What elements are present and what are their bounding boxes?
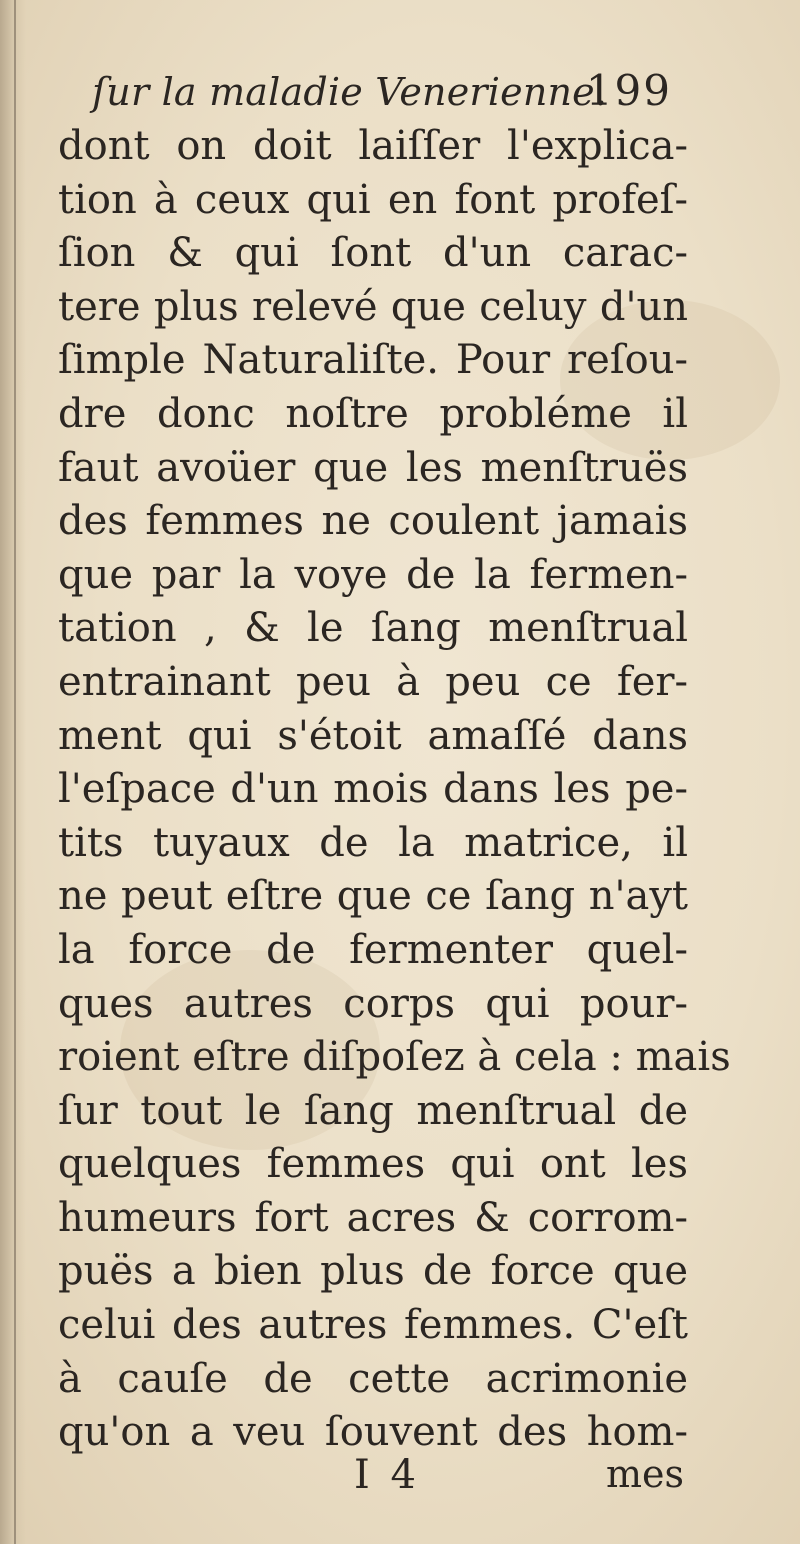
text-line: tere plus relevé que celuy d'un: [58, 283, 688, 330]
text-line: roient eſtre diſpoſez à cela : mais: [58, 1034, 731, 1081]
text-line: dre donc noſtre probléme il: [58, 390, 688, 437]
text-line: dont on doit laiſſer l'explica-: [58, 123, 688, 169]
running-head-title: ſur la maladie Venerienne.: [92, 70, 608, 114]
text-line: ſimple Naturaliſte. Pour reſou-: [58, 337, 688, 384]
catchword: mes: [606, 1452, 685, 1496]
text-line: celui des autres femmes. C'eſt: [58, 1302, 688, 1349]
gutter-edge-line: [14, 0, 16, 1544]
text-line: humeurs fort acres & corrom-: [58, 1194, 688, 1241]
text-line: tation , & le ſang menſtrual: [58, 605, 688, 652]
text-line: tion à ceux qui en font profeſ-: [58, 176, 688, 223]
text-line: ne peut eſtre que ce ſang n'ayt: [58, 873, 688, 920]
running-head: [92, 62, 672, 122]
text-line: entrainant peu à peu ce fer-: [58, 658, 688, 705]
signature-mark: I 4: [354, 1452, 420, 1498]
text-line: à cauſe de cette acrimonie: [58, 1355, 688, 1402]
text-line: l'eſpace d'un mois dans les pe-: [58, 766, 688, 813]
page-footer: [0, 1452, 800, 1512]
text-line: des femmes ne coulent jamais: [58, 498, 688, 545]
text-line: ment qui s'étoit amaſſé dans: [58, 712, 688, 759]
page-number: 199: [585, 66, 672, 115]
text-line: ſion & qui ſont d'un carac-: [58, 230, 688, 277]
text-line: que par la voye de la fermen-: [58, 551, 688, 598]
page-gutter: [0, 0, 26, 1544]
text-line: ſur tout le ſang menſtrual de: [58, 1087, 688, 1134]
text-line: tits tuyaux de la matrice, il: [58, 819, 688, 866]
text-line: la force de fermenter quel-: [58, 926, 688, 973]
text-line: faut avoüer que les menſtruës: [58, 444, 688, 491]
text-line: qu'on a veu ſouvent des hom-: [58, 1409, 688, 1456]
text-line: ques autres corps qui pour-: [58, 980, 688, 1027]
text-line: quelques femmes qui ont les: [58, 1141, 688, 1188]
text-line: puës a bien plus de force que: [58, 1248, 688, 1295]
body-text: [58, 120, 731, 1460]
